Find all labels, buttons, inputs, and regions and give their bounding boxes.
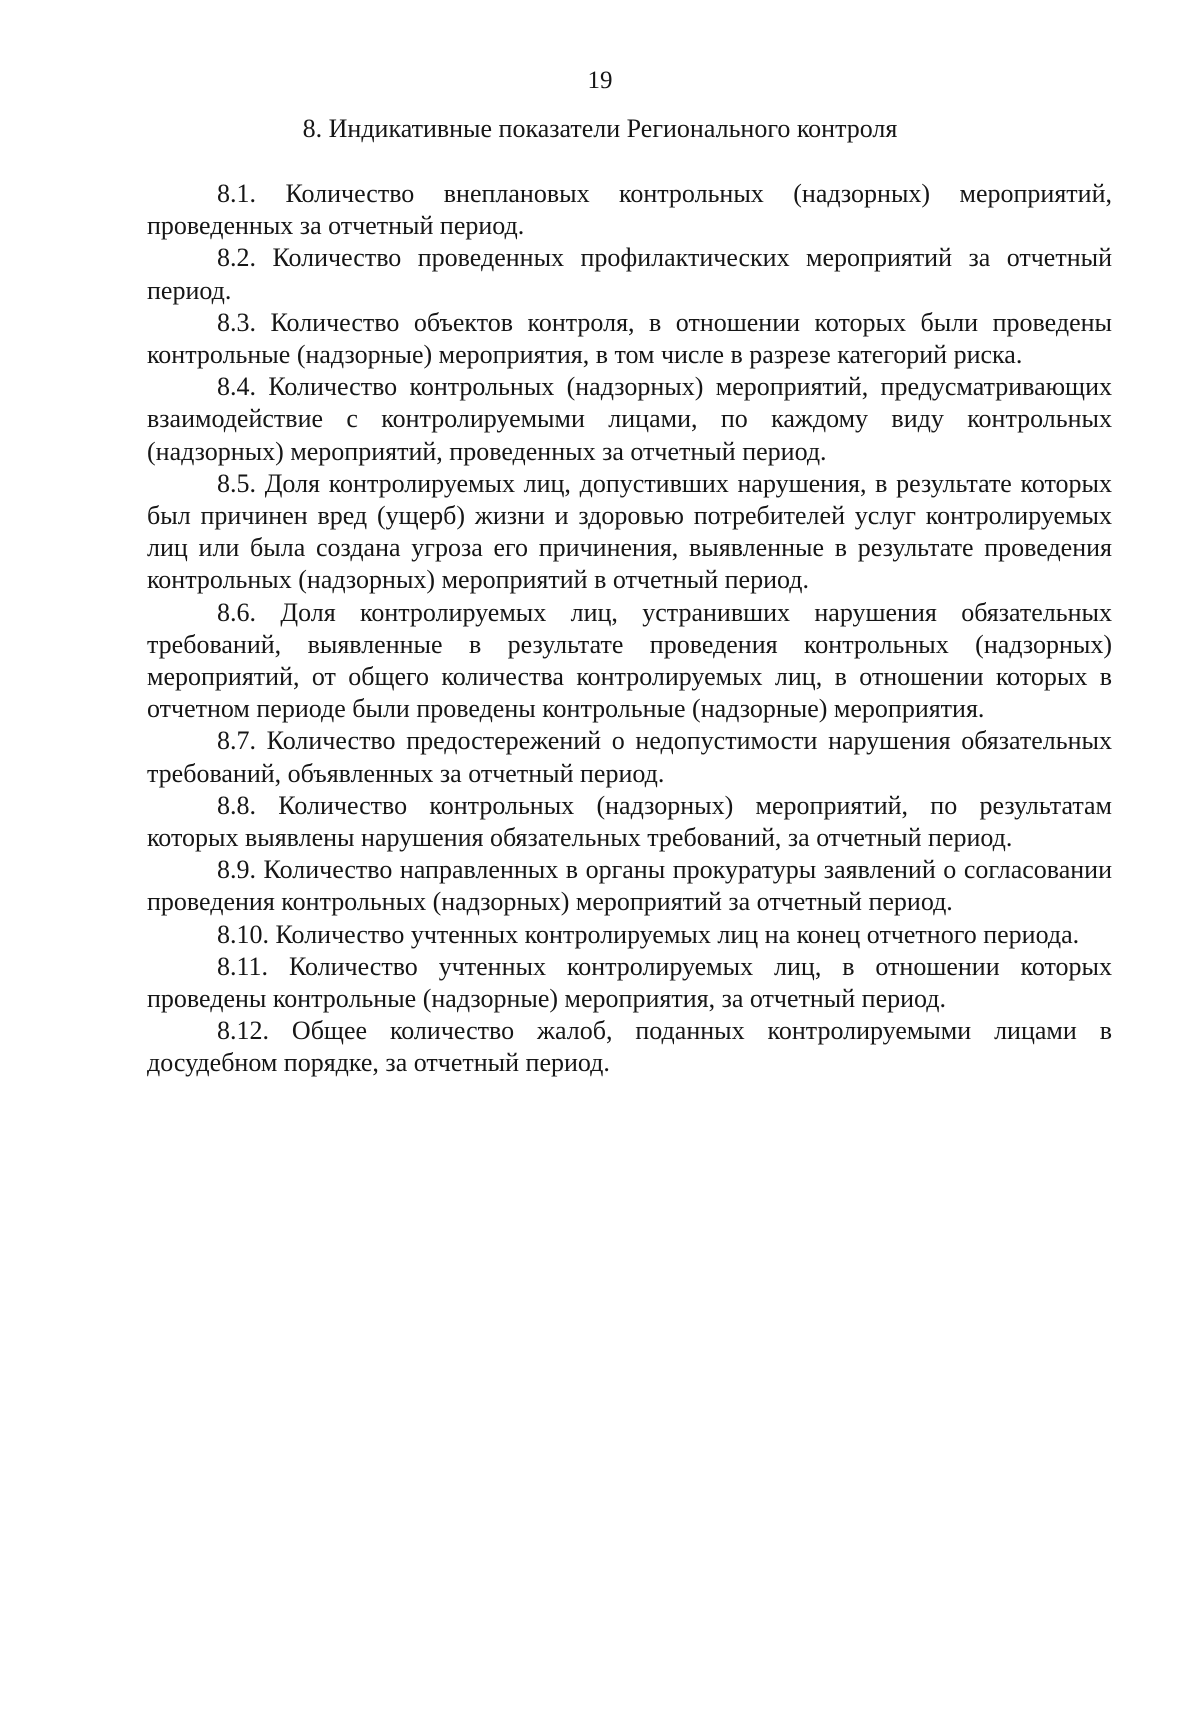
section-title: 8. Индикативные показатели Регионального контроля [302,114,898,143]
indicator-item-8-6: 8.6. Доля контролируемых лиц, устранивших нарушения обязательных требований, выявленные в результате проведения контрольных (надзорных) мероприятий, от общего количества контролируемых лиц, в отношении которых в отчетном периоде были проведены контрольные (надзорные) мероприятия. [147,597,1112,724]
indicator-list [147,178,1112,1080]
indicator-item-8-9: 8.9. Количество направленных в органы прокуратуры заявлений о согласовании проведения контрольных (надзорных) мероприятий за отчетный период. [147,855,1112,917]
page-number: 19 [587,67,613,94]
indicator-item-8-10: 8.10. Количество учтенных контролируемых лиц на конец отчетного периода. [217,919,1080,949]
indicator-item-8-12: 8.12. Общее количество жалоб, поданных контролируемыми лицами в досудебном порядке, за отчетный период. [147,1016,1112,1078]
indicator-item-8-8: 8.8. Количество контрольных (надзорных) мероприятий, по результатам которых выявлены нарушения обязательных требований, за отчетный период. [147,790,1112,853]
indicator-item-8-1: 8.1. Количество внеплановых контрольных (надзорных) мероприятий, проведенных за отчетный период. [147,179,1112,241]
indicator-item-8-5: 8.5. Доля контролируемых лиц, допустивших нарушения, в результате которых был причинен вред (ущерб) жизни и здоровью потребителей услуг контролируемых лиц или была создана угроза его причинения, выявленные в результате проведения контрольных (надзорных) мероприятий в отчетный период. [147,468,1112,595]
indicator-item-8-4: 8.4. Количество контрольных (надзорных) мероприятий, предусматривающих взаимодействие с контролируемыми лицами, по каждому виду контрольных (надзорных) мероприятий, проведенных за отчетный период. [147,372,1112,466]
indicator-item-8-3: 8.3. Количество объектов контроля, в отношении которых были проведены контрольные (надзорные) мероприятия, в том числе в разрезе категорий риска. [147,307,1112,370]
indicator-item-8-2: 8.2. Количество проведенных профилактических мероприятий за отчетный период. [147,243,1112,305]
indicator-item-8-11: 8.11. Количество учтенных контролируемых лиц, в отношении которых проведены контрольные (надзорные) мероприятия, за отчетный период. [147,951,1112,1014]
indicator-item-8-7: 8.7. Количество предостережений о недопустимости нарушения обязательных требований, объявленных за отчетный период. [147,726,1112,788]
